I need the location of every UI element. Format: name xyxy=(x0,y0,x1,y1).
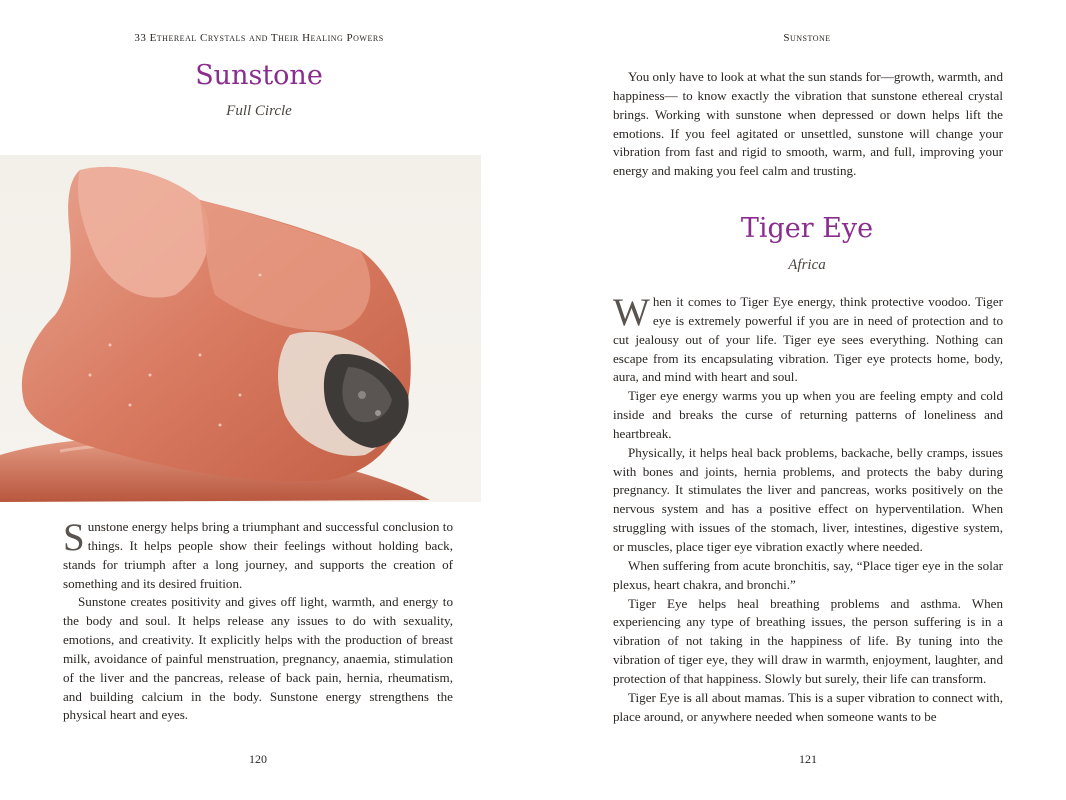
running-head: Sunstone xyxy=(783,32,831,44)
right-page xyxy=(533,0,1066,800)
paragraph: When suffering from acute bronchitis, say, “Place tiger eye in the solar plexus, heart chakra, and bronchi.” xyxy=(613,557,1003,592)
tiger-eye-body-text xyxy=(613,293,1003,726)
page-number: 120 xyxy=(249,752,267,766)
paragraph: Tiger eye energy warms you up when you are feeling empty and cold inside and breaks the curse of returning patterns of loneliness and heartbreak. xyxy=(613,388,1003,441)
paragraph-text: hen it comes to Tiger Eye energy, think protective voodoo. Tiger eye is extremely powerful if you are in need of protection and to cut jealousy out of your life. Tiger eye sees everything. Nothing can escape from its encapsulating vibration. Tiger eye protects home, body, aura, and mind with heart and soul. xyxy=(613,294,1003,385)
paragraph: Physically, it helps heal back problems, backache, belly cramps, issues with bones and joints, hernia problems, and protects the baby during pregnancy. It stimulates the liver and pancreas, works positively on the nervous system and has a positive effect on hyperventilation. When struggling with issues of the stomach, liver, intestines, digestive system, or muscles, place tiger eye vibration exactly where needed. xyxy=(613,444,1003,554)
running-head: 33 Ethereal Crystals and Their Healing Powers xyxy=(134,32,384,44)
paragraph xyxy=(613,293,1003,387)
sunstone-body-text xyxy=(63,518,453,725)
paragraph: You only have to look at what the sun stands for—growth, warmth, and happiness— to know exactly the vibration that sunstone ethereal crystal brings. Working with sunstone when depressed or down helps lift the emotions. If you feel agitated or unsettled, sunstone will change your vibration from fast and rigid to smooth, warm, and full, improving your energy and making you feel calm and trusting. xyxy=(613,69,1003,179)
drop-cap: S xyxy=(63,516,85,559)
paragraph xyxy=(63,518,453,593)
paragraph-text: unstone energy helps bring a triumphant and successful conclusion to things. It helps people show their feelings without holding back, stands for triumph after a long journey, and supports the creation of something and its desired fruition. xyxy=(63,519,453,591)
paragraph: Sunstone creates positivity and gives off light, warmth, and energy to the body and soul. It helps release any issues to do with sexuality, emotions, and creativity. It explicitly helps with the production of breast milk, avoidance of painful menstruation, pregnancy, anaemia, stimulation of the liver and the pancreas, release of back pain, hernia, rheumatism, and building calcium in the body. Sunstone energy strengthens the physical heart and eyes. xyxy=(63,594,453,723)
section-subtitle: Africa xyxy=(788,257,826,273)
crystal-illustration xyxy=(0,155,481,502)
paragraph: Tiger Eye helps heal breathing problems and asthma. When experiencing any type of breathing issues, the person suffering is in a vibration of not taking in the happiness of life. By tuning into the vibration of tiger eye, they will draw in warmth, enjoyment, laughter, and protection of that happiness. Slowly but surely, their life can transform. xyxy=(613,595,1003,686)
section-subtitle: Full Circle xyxy=(226,103,292,119)
sunstone-continued-text xyxy=(613,68,1003,181)
section-title: Sunstone xyxy=(195,60,323,91)
page-number: 121 xyxy=(799,752,817,766)
paragraph: Tiger Eye is all about mamas. This is a super vibration to connect with, place around, or anywhere needed when someone wants to be xyxy=(613,689,1003,724)
drop-cap: W xyxy=(613,291,650,334)
sunstone-crystal-photo xyxy=(0,155,481,502)
section-title: Tiger Eye xyxy=(740,213,874,244)
